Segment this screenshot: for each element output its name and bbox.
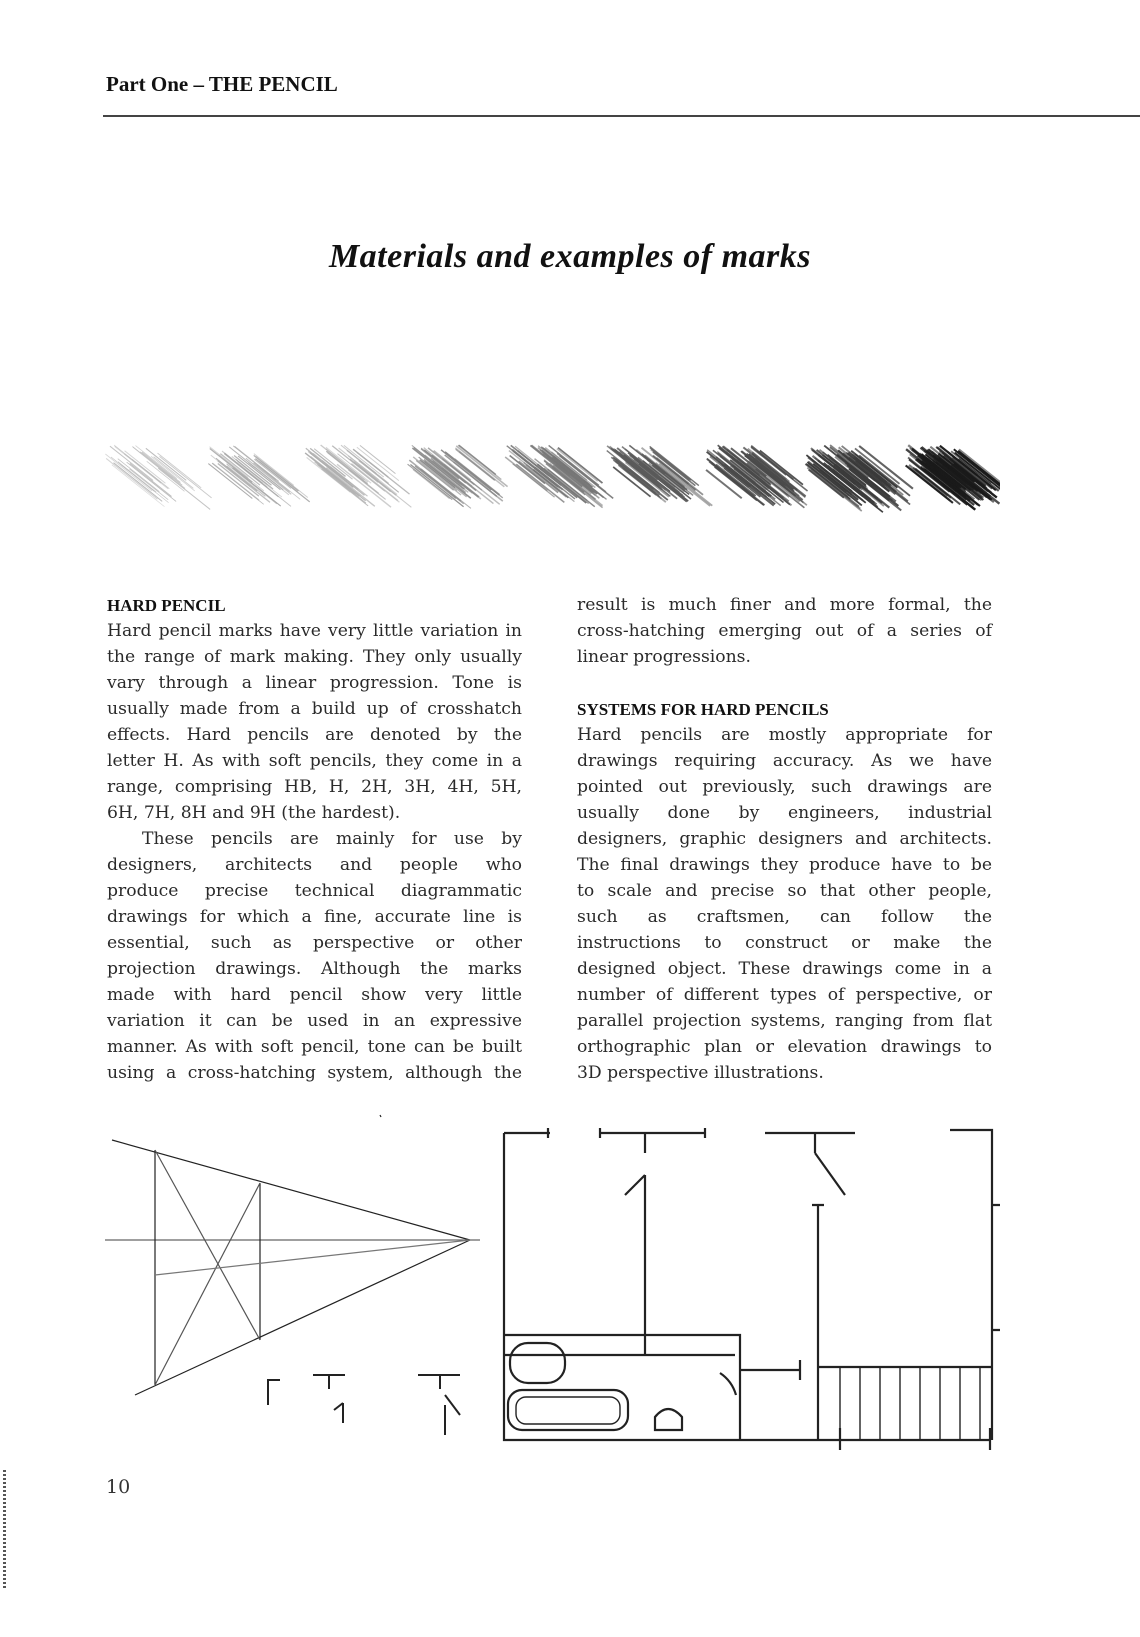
pencil-tone-swatches <box>100 430 1000 540</box>
pencil-swatch <box>706 445 807 508</box>
left-column <box>107 592 522 1086</box>
text-line: orthographic plan or elevation drawings to <box>577 1037 992 1057</box>
text-line: These pencils are mainly for use by <box>142 829 522 849</box>
door-symbols <box>268 1375 460 1435</box>
section-heading-hard-pencil: HARD PENCIL <box>107 596 226 615</box>
right-column <box>577 592 992 1086</box>
text-line: linear progressions. <box>577 647 751 667</box>
section-heading-systems: SYSTEMS FOR HARD PENCILS <box>577 700 829 719</box>
pencil-swatch <box>906 445 1000 510</box>
page-title: Materials and examples of marks <box>328 238 812 275</box>
scan-edge-marks <box>3 1470 6 1590</box>
pencil-swatch <box>408 445 508 508</box>
text-line: using a cross-hatching system, although the <box>107 1063 522 1083</box>
text-line: such as craftsmen, can follow the <box>577 907 992 927</box>
page-number: 10 <box>106 1476 131 1498</box>
running-header: Part One – THE PENCIL <box>106 72 338 96</box>
text-line: usually made from a build up of crosshatch <box>107 699 522 719</box>
text-line: effects. Hard pencils are denoted by the <box>107 725 522 745</box>
text-line: instructions to construct or make the <box>577 933 992 953</box>
text-line: letter H. As with soft pencils, they come in a <box>107 751 522 771</box>
text-line: drawings requiring accuracy. As we have <box>577 751 992 771</box>
text-line: designed object. These drawings come in a <box>577 959 992 979</box>
text-line: usually done by engineers, industrial <box>577 803 992 823</box>
text-line: cross-hatching emerging out of a series of <box>577 621 992 641</box>
text-line: essential, such as perspective or other <box>107 933 522 953</box>
pencil-swatch <box>305 445 411 507</box>
text-line: variation it can be used in an expressive <box>107 1011 522 1031</box>
text-line: to scale and precise so that other people, <box>577 881 992 901</box>
text-line: made with hard pencil show very little <box>107 985 522 1005</box>
text-line: The final drawings they produce have to be <box>577 855 992 875</box>
text-line: number of different types of perspective, or <box>577 985 992 1005</box>
floor-plan <box>504 1128 1000 1450</box>
text-line: Hard pencil marks have very little variation in <box>107 621 522 641</box>
text-line: drawings for which a fine, accurate line is <box>107 907 522 927</box>
text-line: pointed out previously, such drawings are <box>577 777 992 797</box>
header-rule <box>103 115 1140 117</box>
text-line: 3D perspective illustrations. <box>577 1063 824 1083</box>
perspective-diagram <box>105 1115 480 1395</box>
text-line: result is much finer and more formal, the <box>577 595 992 615</box>
text-line: the range of mark making. They only usually <box>107 647 522 667</box>
text-line: vary through a linear progression. Tone is <box>107 673 522 693</box>
text-line: designers, graphic designers and architects. <box>577 829 992 849</box>
text-line: range, comprising HB, H, 2H, 3H, 4H, 5H, <box>107 777 522 797</box>
text-line: parallel projection systems, ranging from flat <box>577 1011 992 1031</box>
text-line: Hard pencils are mostly appropriate for <box>577 725 992 745</box>
text-line: 6H, 7H, 8H and 9H (the hardest). <box>107 803 401 823</box>
pencil-swatch <box>208 446 309 507</box>
text-line: designers, architects and people who <box>107 855 522 875</box>
pencil-swatch <box>805 445 913 512</box>
pencil-swatch <box>105 445 211 509</box>
technical-drawings-illustration <box>100 1105 1000 1455</box>
pencil-swatch <box>607 445 713 506</box>
text-line: produce precise technical diagrammatic <box>107 881 522 901</box>
pencil-swatch <box>505 445 613 507</box>
text-line: projection drawings. Although the marks <box>107 959 522 979</box>
text-line: manner. As with soft pencil, tone can be built <box>107 1037 522 1057</box>
